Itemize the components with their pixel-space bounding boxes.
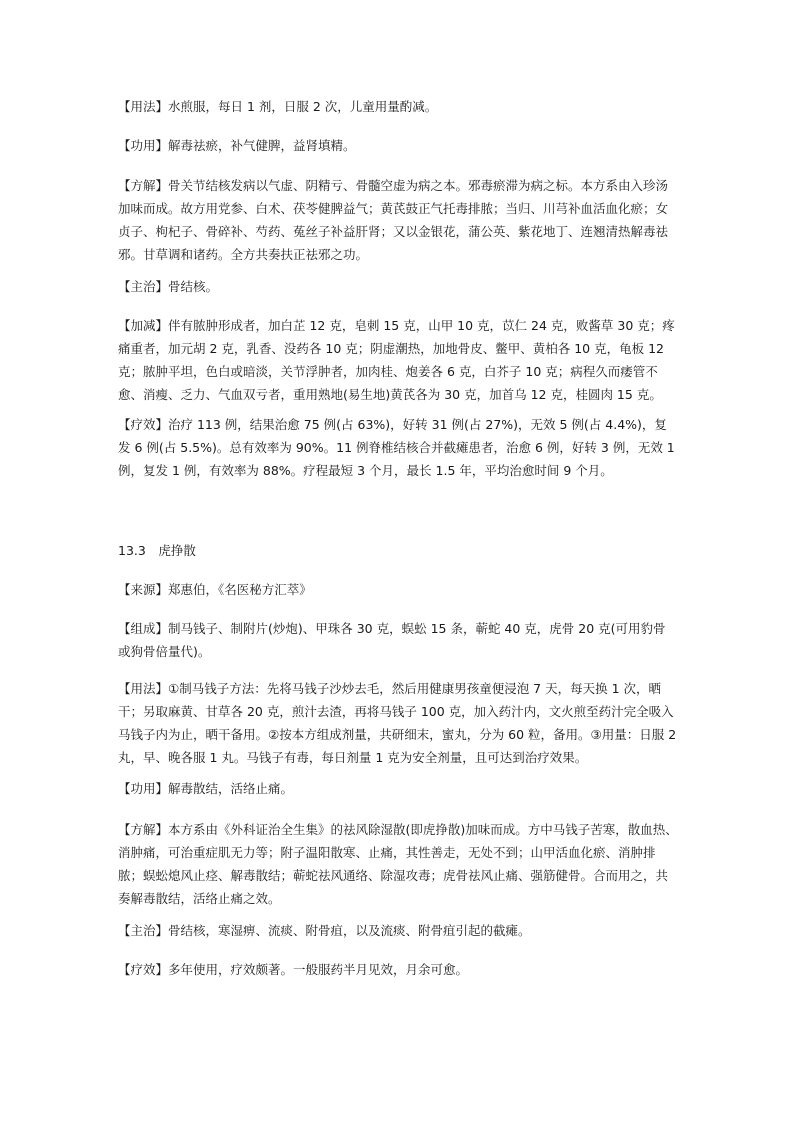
efficacy-paragraph-2: 【疗效】多年使用，疗效颇著。一般服药半月见效，月余可愈。 — [118, 962, 469, 977]
usage-paragraph: 【用法】水煎服，每日 1 剂，日服 2 次，儿童用量酌减。 — [118, 99, 438, 114]
indication-paragraph: 【主治】骨结核。 — [118, 279, 219, 294]
explanation-paragraph: 【方解】骨关节结核发病以气虚、阴精亏、骨髓空虚为病之本。邪毒瘀滞为病之标。本方系由入珍汤加味而成。故方用党参、白术、茯苓健脾益气；黄芪鼓正气托毒排脓；当归、川芎补血活血化瘀；女贞子、枸杞子、骨碎补、芍药、菟丝子补益肝肾；又以金银花，蒲公英、紫花地丁、连翘清热解毒祛邪。甘草调和诸药。全方共奏扶正祛邪之功。 — [118, 178, 669, 262]
efficacy-paragraph: 【疗效】治疗 113 例，结果治愈 75 例(占 63%)，好转 31 例(占 27%)，无效 5 例(占 4.4%)，复发 6 例(占 5.5%)。总有效率为 90%。11 例脊椎结核合并截瘫患者，治愈 6 例，好转 3 例，无效 1 例，复发 1 例，有效率为 88%。疗程最短 3 个月，最长 1.5 年，平均治愈时间 9 个月。 — [118, 417, 675, 478]
composition-paragraph: 【组成】制马钱子、制附片(炒炮)、甲珠各 30 克，蜈蚣 15 条，蕲蛇 40 克，虎骨 20 克(可用豹骨或狗骨倍量代)。 — [118, 621, 666, 659]
modification-paragraph: 【加减】伴有脓肿形成者，加白芷 12 克，皂刺 15 克，山甲 10 克，苡仁 24 克，败酱草 30 克；疼痛重者，加元胡 2 克，乳香、没药各 10 克；阴虚潮热，加地骨皮、鳖甲、黄柏各 10 克，龟板 12 克；脓肿平坦，色白或暗淡，关节浮肿者，加肉桂、炮姜各 6 克，白芥子 10 克；病程久而痿管不愈、消瘦、乏力、气血双亏者，重用熟地(易生地)黄芪各为 30 克，加首乌 12 克，桂圆肉 15 克。 — [118, 318, 675, 402]
indication-paragraph-2: 【主治】骨结核，寒湿痹、流痰、附骨疽，以及流痰、附骨疽引起的截瘫。 — [118, 923, 531, 938]
function-paragraph-2: 【功用】解毒散结，活络止痛。 — [118, 781, 294, 796]
source-paragraph: 【来源】郑惠伯，《名医秘方汇萃》 — [118, 582, 312, 597]
usage-paragraph-2: 【用法】①制马钱子方法：先将马钱子沙炒去毛，然后用健康男孩童便浸泡 7 天，每天换 1 次，晒干；另取麻黄、甘草各 20 克，煎汁去渣，再将马钱子 100 克，加入药汁内，文火煎至药汁完全吸入马钱子内为止，晒干备用。②按本方组成剂量，共研细末，蜜丸，分为 60 粒，备用。③用量：日服 2 丸，早、晚各服 1 丸。马钱子有毒，每日剂量 1 克为安全剂量，且可达到治疗效果。 — [118, 681, 677, 765]
section-heading: 13.3 虎挣散 — [118, 543, 196, 558]
explanation-paragraph-2: 【方解】本方系由《外科证治全生集》的祛风除湿散(即虎挣散)加味而成。方中马钱子苦寒，散血热、消肿痛，可治重症肌无力等；附子温阳散寒、止痛，其性善走，无处不到；山甲活血化瘀、消肿排脓；蜈蚣熄风止痉、解毒散结；蕲蛇祛风通络、除湿攻毒；虎骨祛风止痛、强筋健骨。合而用之，共奏解毒散结，活络止痛之效。 — [118, 822, 678, 906]
function-paragraph: 【功用】解毒祛瘀，补气健脾，益肾填精。 — [118, 138, 356, 153]
